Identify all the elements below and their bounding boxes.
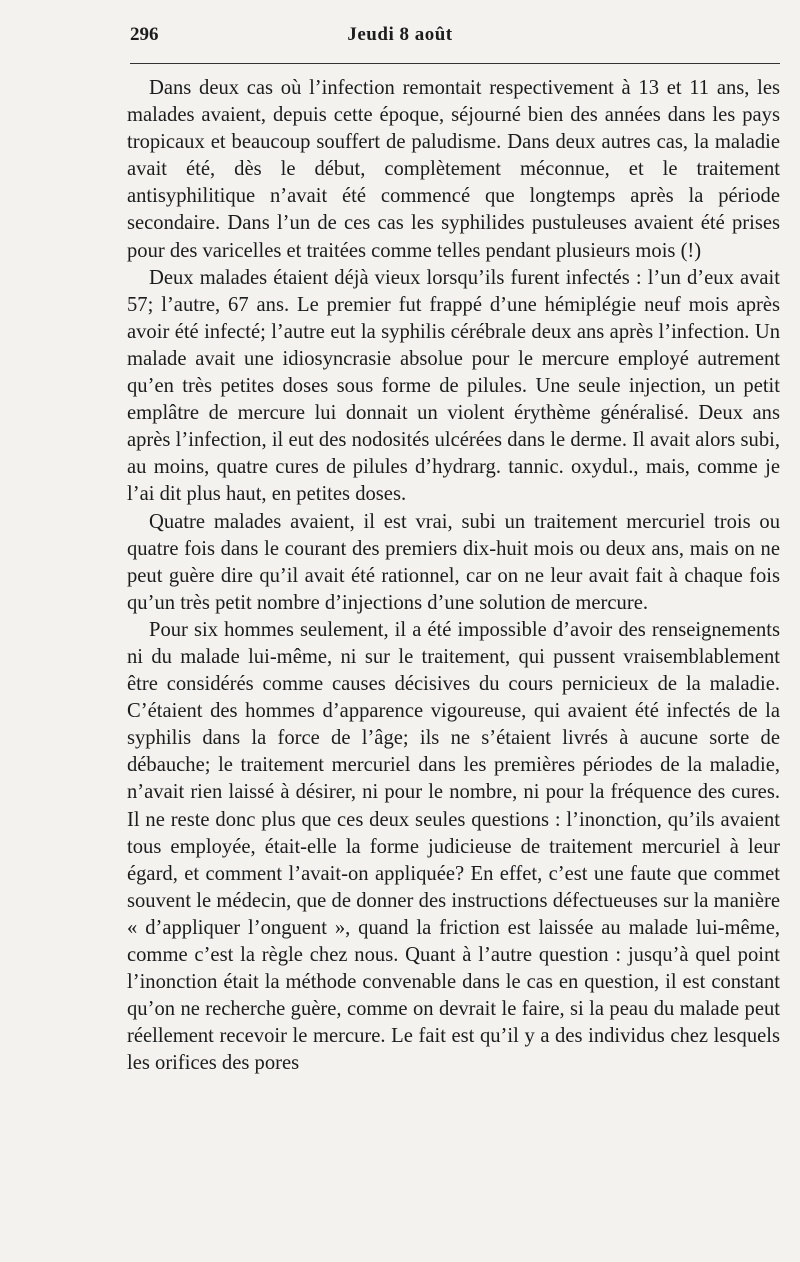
- paragraph-4: Pour six hommes seulement, il a été impossible d’avoir des renseignements ni du malade lui-même, ni sur le traitement, qui pussent vraisemblablement être considérés comme causes décisives du cours pernicieux de la maladie. C’étaient des hommes d’apparence vigoureuse, qui avaient été infectés de la syphilis dans la force de l’âge; ils ne s’étaient livrés à aucune sorte de débauche; le traitement mercuriel dans les premières périodes de la maladie, n’avait rien laissé à désirer, ni pour le nombre, ni pour la fréquence des cures. Il ne reste donc plus que ces deux seules questions : l’inonction, qu’ils avaient tous employée, était-elle la forme judicieuse de traitement mercuriel à leur égard, et comment l’avait-on appliquée? En effet, c’est une faute que commet souvent le médecin, que de donner des instructions défectueuses sur la manière « d’appliquer l’onguent », quand la friction est laissée au malade lui-même, comme c’est la règle chez nous. Quant à l’autre question : jusqu’à quel point l’inonction était la méthode convenable dans le cas en question, il est constant qu’on ne recherche guère, comme on devrait le faire, si la peau du malade peut réellement recevoir le mercure. Le fait est qu’il y a des individus chez lesquels les orifices des pores: [127, 618, 780, 1075]
- paragraph-3: Quatre malades avaient, il est vrai, subi un traitement mercuriel trois ou quatre fois dans le courant des premiers dix-huit mois ou deux ans, mais on ne peut guère dire qu’il avait été rationnel, car on ne leur avait fait à chaque fois qu’un très petit nombre d’injections d’une solution de mercure.: [127, 510, 780, 614]
- body-text: [127, 75, 780, 1077]
- page-number: 296: [130, 24, 159, 45]
- paragraph-1: Dans deux cas où l’infection remontait respectivement à 13 et 11 ans, les malades avaient, depuis cette époque, séjourné bien des années dans les pays tropicaux et beaucoup souffert de paludisme. Dans deux autres cas, la maladie avait été, dès le début, complètement méconnue, et le traitement antisyphilitique n’avait été commencé que longtemps après la période secondaire. Dans l’un de ces cas les syphilides pustuleuses avaient été prises pour des varicelles et traitées comme telles pendant plusieurs mois (!): [127, 77, 780, 262]
- page-header: [0, 24, 800, 54]
- header-rule: [130, 63, 780, 64]
- paragraph-2: Deux malades étaient déjà vieux lorsqu’ils furent infectés : l’un d’eux avait 57; l’autre, 67 ans. Le premier fut frappé d’une hémiplégie neuf mois après avoir été infecté; l’autre eut la syphilis cérébrale deux ans après l’infection. Un malade avait une idiosyncrasie absolue pour le mercure employé autrement qu’en très petites doses sous forme de pilules. Une seule injection, un petit emplâtre de mercure lui donnait un violent érythème généralisé. Deux ans après l’infection, il eut des nodosités ulcérées dans le derme. Il avait alors subi, au moins, quatre cures de pilules d’hydrarg. tannic. oxydul., mais, comme je l’ai dit plus haut, en petites doses.: [127, 266, 780, 506]
- running-title: Jeudi 8 août: [347, 24, 453, 45]
